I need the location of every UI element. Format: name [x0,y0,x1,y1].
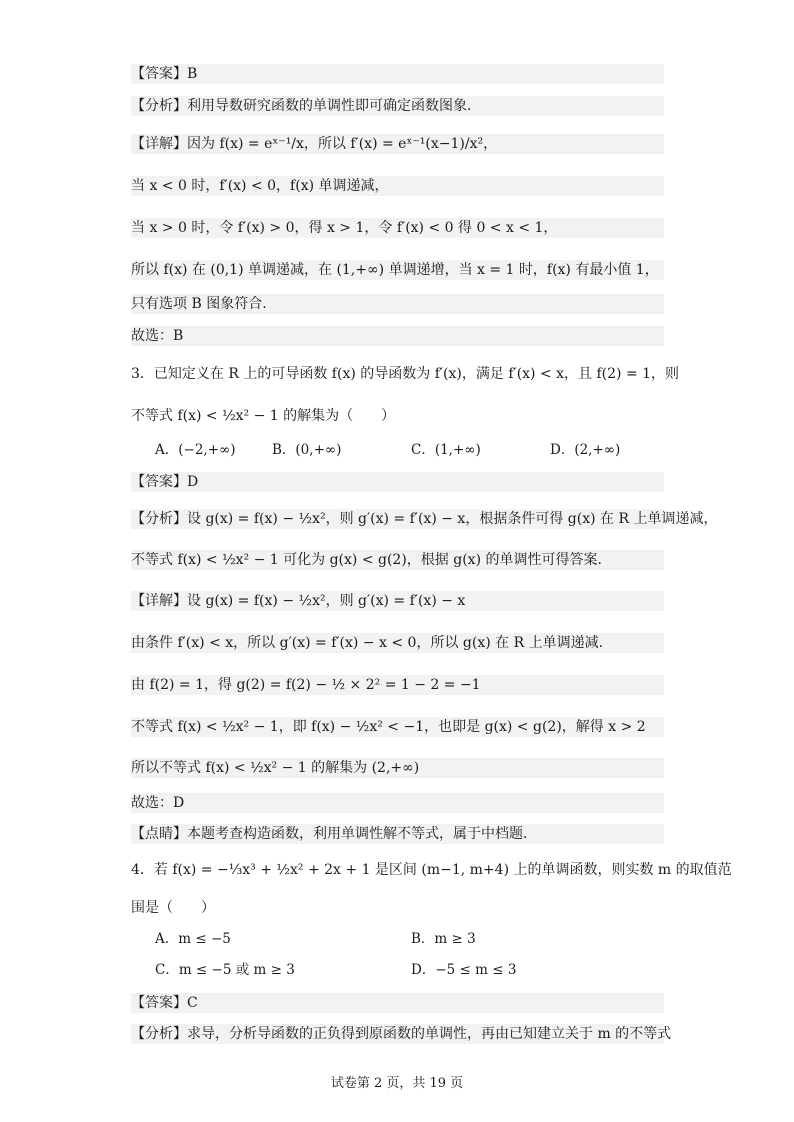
answer-4: 【答案】C [131,993,664,1013]
detail-3-c: 由 f(2) = 1，得 g(2) = f(2) − ½ × 2² = 1 − 2 = −1 [131,675,664,695]
detail-2-line-1: 当 x < 0 时，f′(x) < 0，f(x) 单调递减， [131,176,664,196]
analysis-3-b: 不等式 f(x) < ½x² − 1 可化为 g(x) < g(2)，根据 g(x) 的单调性可得答案. [131,550,664,570]
detail-3-d: 不等式 f(x) < ½x² − 1，即 f(x) − ½x² < −1，也即是 g(x) < g(2)，解得 x > 2 [131,717,664,737]
q4-option-a: A．m ≤ −5 [155,931,231,947]
detail-3-a: 【详解】设 g(x) = f(x) − ½x²，则 g′(x) = f′(x) − x [131,591,664,611]
detail-3-choice: 故选：D [131,793,664,813]
q3-option-d: D．(2,+∞) [550,442,621,458]
q3-option-a: A．(−2,+∞) [155,442,236,458]
q4-option-d: D．−5 ≤ m ≤ 3 [411,962,517,978]
detail-2-line-4: 只有选项 B 图象符合. [131,294,664,314]
analysis-2: 【分析】利用导数研究函数的单调性即可确定函数图象. [131,96,664,116]
question-4-cont: 围是（ ） [131,900,215,916]
detail-2: 【详解】因为 f(x) = eˣ⁻¹/x，所以 f′(x) = eˣ⁻¹(x−1)/x²， [131,134,664,154]
q3-option-c: C．(1,+∞) [411,442,481,458]
question-3-cont: 不等式 f(x) < ½x² − 1 的解集为（ ） [131,408,396,424]
question-3: 3．已知定义在 R 上的可导函数 f(x) 的导函数为 f′(x)，满足 f′(x) < x，且 f(2) = 1，则 [131,366,680,382]
detail-3-b: 由条件 f′(x) < x，所以 g′(x) = f′(x) − x < 0，所以 g(x) 在 R 上单调递减. [131,633,664,653]
detail-2-line-3: 所以 f(x) 在 (0,1) 单调递减，在 (1,+∞) 单调递增，当 x = 1 时，f(x) 有最小值 1， [131,260,664,280]
detail-3-e: 所以不等式 f(x) < ½x² − 1 的解集为 (2,+∞) [131,758,664,778]
page-footer: 试卷第 2 页，共 19 页 [330,1076,464,1091]
comment-3: 【点睛】本题考查构造函数，利用单调性解不等式，属于中档题. [131,824,664,844]
q4-option-b: B．m ≥ 3 [411,931,476,947]
detail-2-line-2: 当 x > 0 时，令 f′(x) > 0，得 x > 1，令 f′(x) < 0 得 0 < x < 1， [131,218,664,238]
detail-2-choice: 故选：B [131,326,664,346]
q4-option-c: C．m ≤ −5 或 m ≥ 3 [155,962,295,978]
analysis-4: 【分析】求导，分析导函数的正负得到原函数的单调性，再由已知建立关于 m 的不等式 [131,1026,672,1042]
q3-option-b: B．(0,+∞) [272,442,342,458]
answer-2: 【答案】B [131,64,664,84]
analysis-3-a: 【分析】设 g(x) = f(x) − ½x²，则 g′(x) = f′(x) − x，根据条件可得 g(x) 在 R 上单调递减， [131,511,718,527]
answer-3: 【答案】D [131,472,664,492]
question-4: 4．若 f(x) = −⅓x³ + ½x² + 2x + 1 是区间 (m−1, m+4) 上的单调函数，则实数 m 的取值范 [131,862,732,878]
